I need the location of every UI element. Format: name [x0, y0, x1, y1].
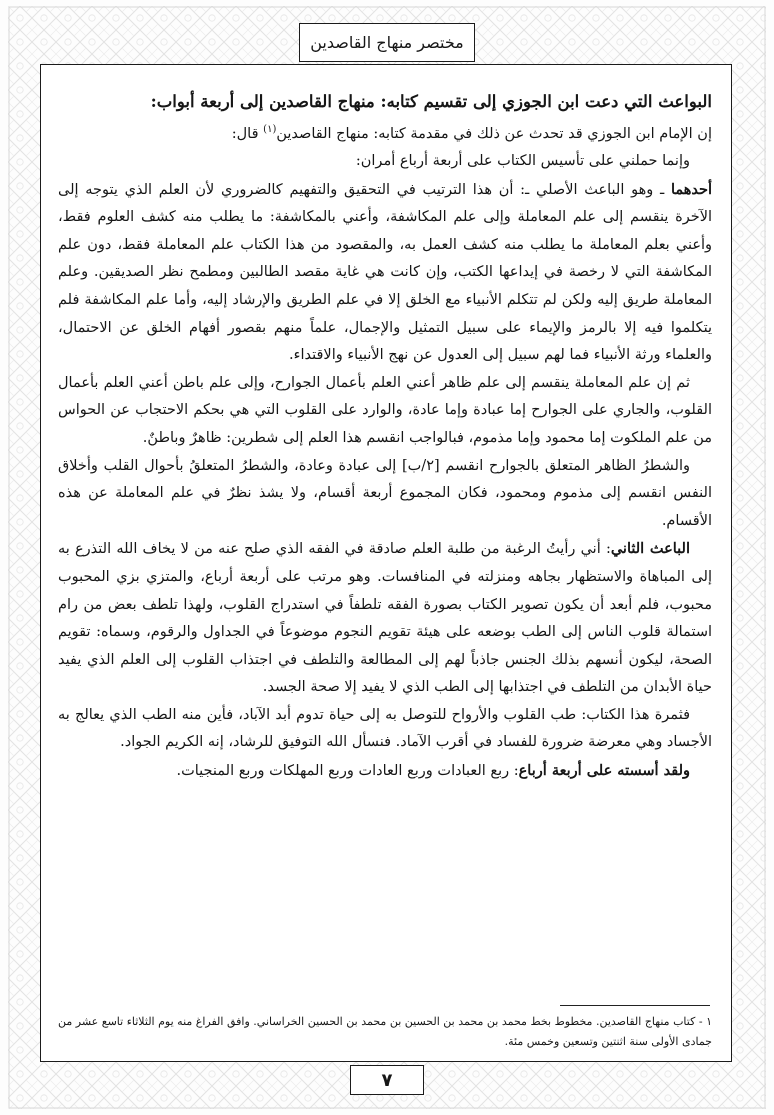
closing-label: ولقد أسسته على أربعة أرباع — [518, 762, 690, 780]
second-motive-text: : أني رأيتُ الرغبة من طلبة العلم صادقة في الفقه الذي صلح عنه من لا يخاف الله التذرع به إلى المباهاة والاستظهار بجاهه ومنزلته في المنافسات. وهو مرتب على أربعة أرباع، والمتزي بزي المحبوب محبوب، فلم أبعد أن يكون تصوير الكتاب بصورة الفقه تلطفاً في استدراج القلوب، ولهذا تلطف بعض من رام استمالة قلوب الناس إلى الطب بوضعه على هيئة تقويم النجوم موضوعاً في الجداول والرقوم، وسماه: تقويم الصحة، ليكون أنسهم بذلك الجنس جاذباً لهم إلى المطالعة والتلطف في اجتذاب القلوب إلى العلم الذي يفيد حياة الأبدان من التلطف في اجتذابها إلى الطب الذي لا يفيد إلا صحة الجسد. — [58, 541, 712, 696]
page-number-box — [350, 1065, 424, 1095]
intro-text: إن الإمام ابن الجوزي قد تحدث عن ذلك في مقدمة كتابه: منهاج القاصدين — [276, 125, 712, 142]
first-motive-text: ـ وهو الباعث الأصلي ـ: أن هذا الترتيب في التحقيق والتفهيم كالضروري لأن العلم الذي يتوجه إلى الآخرة ينقسم إلى علم المعاملة وإلى علم المكاشفة، وأعني بالمكاشفة: ما يطلب منه كشف العلوم فقط، وأعني بعلم المعاملة ما يطلب منه كشف العمل به، والمقصود من هذا الكتاب علم المعاملة فقط، دون علم المكاشفة التي لا رخصة في إيداعها الكتب، وإن كانت هي غاية مقصد الطالبين ومطمح نظر الصديقين. وعلم المعاملة طريق إليه ولكن لم تتكلم الأنبياء مع الخلق إلا في علم الطريق والإرشاد إليه، وأما علم المكاشفة فلم يتكلموا فيه إلا بالرمز والإيماء على سبيل التمثيل والإجمال، علماً منهم بقصور أفهام الخلق عن الاحتمال، والعلماء ورثة الأنبياء فما لهم سبيل إلى العدول عن نهج الأنبياء والاقتداء. — [58, 181, 712, 364]
paragraph-2: ثم إن علم المعاملة ينقسم إلى علم ظاهر أعني العلم بأعمال الجوارح، وإلى علم باطن أعني العلم بأعمال القلوب، والجاري على الجوارح إما عبادة وإما عادة، والوارد على القلوب التي هي بحكم الاحتجاب عن الحواس من علم الملكوت إما محمود وإما مذموم، فبالواجب انقسم هذا العلم إلى شطرين: ظاهرٌ وباطنٌ. — [58, 374, 712, 446]
body-text — [58, 88, 712, 948]
first-motive-paragraph — [58, 176, 712, 370]
first-motive-label: أحدهما — [670, 180, 712, 198]
closing-paragraph — [58, 757, 712, 786]
second-motive-label: الباعث الثاني — [610, 540, 690, 558]
closing-text: : ربع العبادات وربع العادات وربع المهلكات وربع المنجيات. — [176, 763, 519, 780]
paragraph-3: والشطرُ الظاهر المتعلق بالجوارح انقسم [٢/ب] إلى عبادة وعادة، والشطرُ المتعلقُ بأحوال القلب وأخلاق النفس انقسم إلى مذموم ومحمود، فكان المجموع أربعة أقسام، ولا يشذ نظرٌ في علم المعاملة عن هذه الأقسام. — [58, 457, 712, 529]
section-heading: البواعث التي دعت ابن الجوزي إلى تقسيم كتابه: منهاج القاصدين إلى أربعة أبواب: — [150, 92, 712, 111]
footnote-ref: (١) — [263, 123, 277, 135]
page-number: ٧ — [381, 1069, 393, 1091]
footnote-divider — [560, 1005, 710, 1006]
footnote-text: ١ - كتاب منهاج القاصدين. مخطوط بخط محمد بن محمد بن الحسين بن محمد بن الحسين الخراساني. وافق الفراغ منه يوم الثلاثاء تاسع عشر من جمادى الأولى سنة اثنتين وتسعين وخمس مئة. — [58, 1015, 712, 1048]
header-title-box — [299, 23, 475, 62]
paragraph-5: فثمرة هذا الكتاب: طب القلوب والأرواح للتوصل به إلى حياة تدوم أبد الآباد، فأين منه الطب الذي يعالج به الأجساد وهي معرضة ضرورة للفساد في أقرب الآماد. فنسأل الله التوفيق للرشاد، إنه الكريم الجواد. — [58, 706, 712, 751]
running-title: مختصر منهاج القاصدين — [310, 33, 464, 52]
intro-paragraph — [58, 116, 712, 148]
second-motive-paragraph — [58, 535, 712, 702]
intro-paragraph-2: وإنما حملني على تأسيس الكتاب على أربعة أرباع أمران: — [355, 153, 690, 170]
intro-text-end: قال: — [231, 125, 264, 142]
footnote — [58, 1012, 712, 1052]
